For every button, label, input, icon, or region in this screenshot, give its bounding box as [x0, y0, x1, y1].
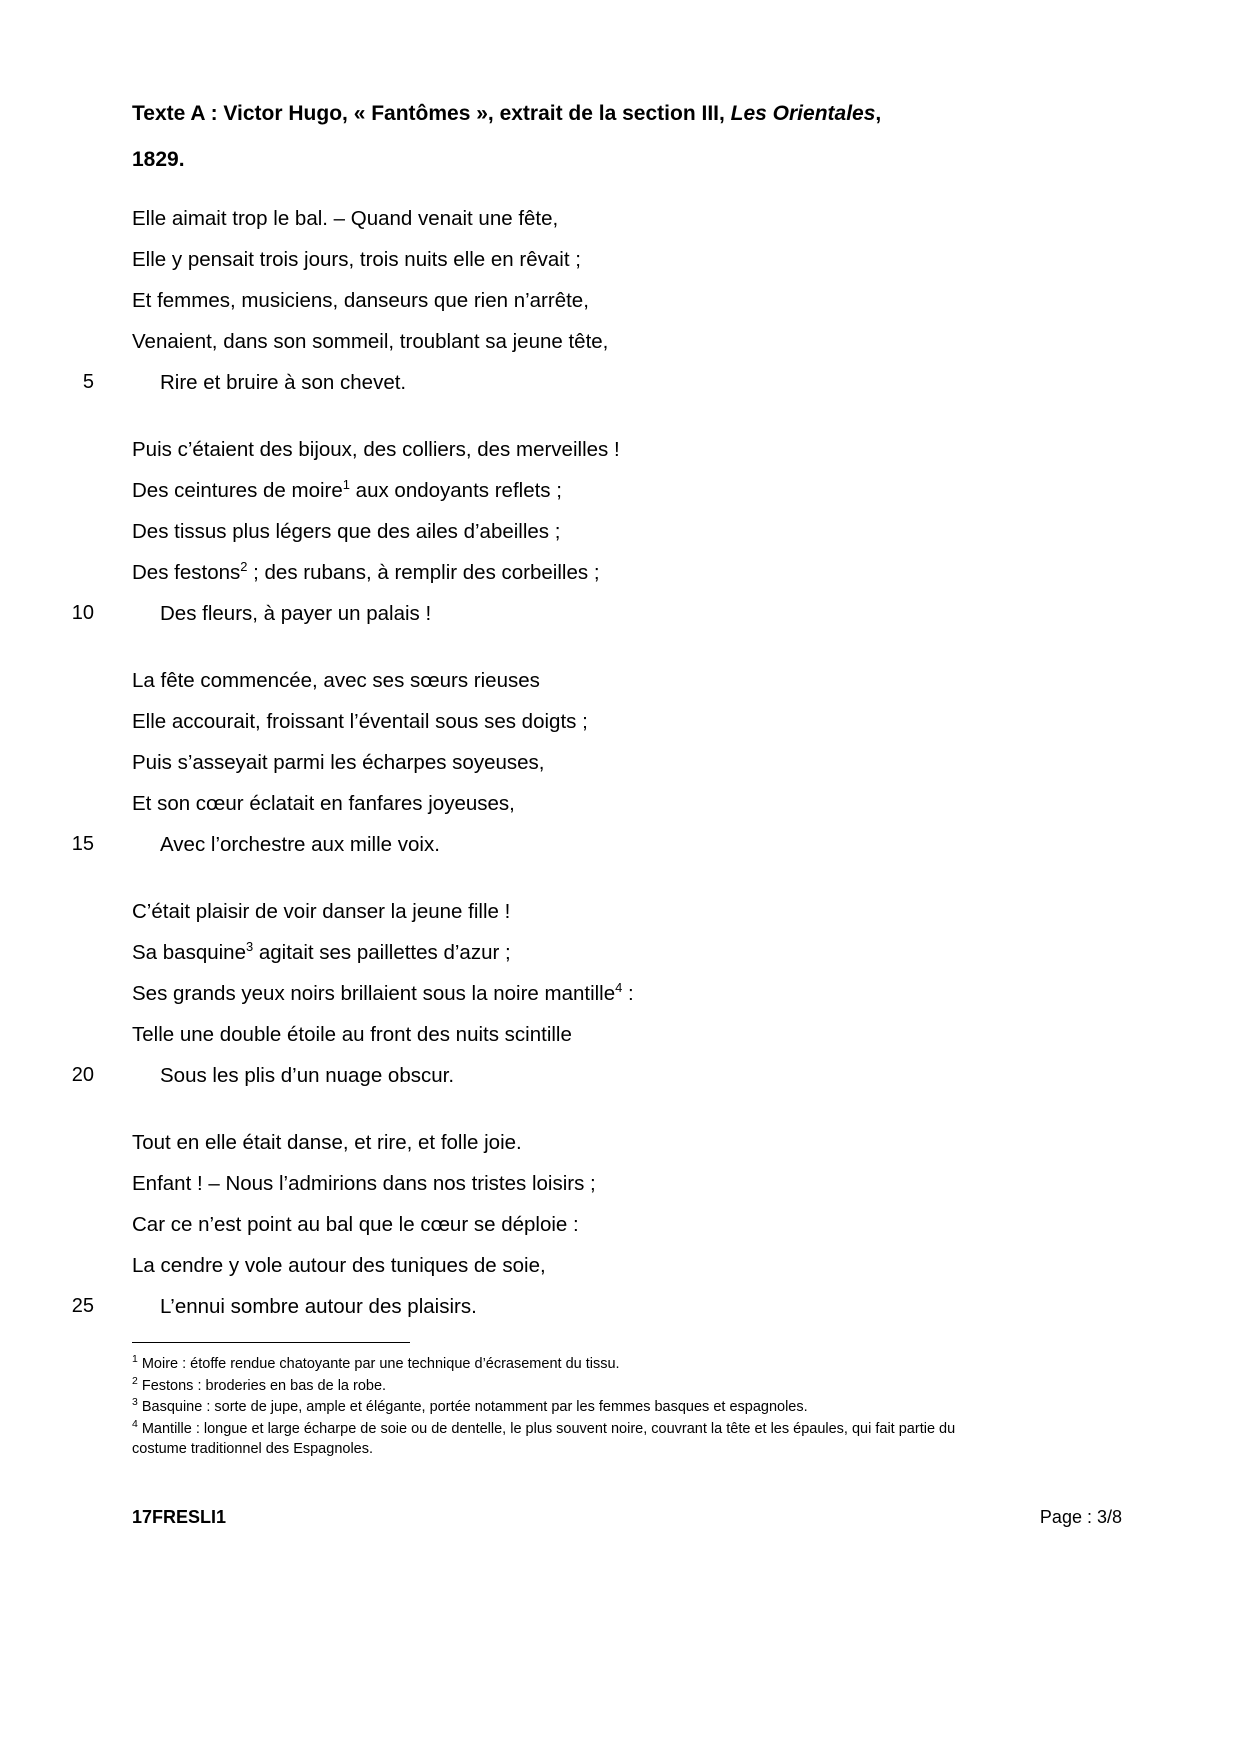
- footnote-marker: 1: [132, 1354, 138, 1366]
- verse-text-main: Des ceintures de moire: [132, 479, 343, 503]
- verse-text: [132, 660, 540, 701]
- footnote-item: [132, 1376, 1012, 1397]
- poem-verse: [118, 280, 1122, 321]
- poem-verse: [118, 239, 1122, 280]
- footnote-marker: 2: [132, 1375, 138, 1387]
- page-title: [132, 96, 988, 133]
- verse-text: [132, 701, 588, 742]
- poem-verse: [118, 1014, 1122, 1055]
- poem-verse: [118, 198, 1122, 239]
- verse-text: [132, 1014, 572, 1055]
- poem-verse: [71, 1286, 1122, 1327]
- verse-text: [132, 891, 510, 932]
- verse-text-main: L’ennui sombre autour des plaisirs.: [160, 1295, 477, 1319]
- verse-text-main: La fête commencée, avec ses sœurs rieuses: [132, 669, 540, 693]
- verse-text-main: Des fleurs, à payer un palais !: [160, 602, 432, 626]
- footnote-reference: 1: [342, 477, 350, 493]
- verse-text-main: La cendre y vole autour des tuniques de soie,: [132, 1254, 546, 1278]
- verse-text-main: Des festons: [132, 561, 241, 585]
- footnote-marker: 4: [132, 1418, 138, 1430]
- verse-text-main: Tout en elle était danse, et rire, et folle joie.: [132, 1131, 522, 1155]
- poem-verse: [71, 593, 1122, 634]
- verse-text: [132, 552, 600, 593]
- verse-text: [132, 198, 558, 239]
- poem-verse: [118, 660, 1122, 701]
- verse-text-after: agitait ses paillettes d’azur ;: [253, 941, 511, 965]
- poem-stanza: [71, 1122, 1122, 1327]
- verse-text: [132, 280, 589, 321]
- verse-text: [132, 1245, 546, 1286]
- poem-stanza: [82, 198, 1122, 403]
- verse-text: [132, 1204, 579, 1245]
- poem-verse: [118, 891, 1122, 932]
- poem-stanza: [71, 660, 1122, 865]
- footnote-item: [132, 1419, 1012, 1460]
- verse-text: [132, 470, 562, 511]
- verse-text: [132, 1163, 596, 1204]
- poem-verse: [118, 1245, 1122, 1286]
- verse-number: 10: [71, 602, 94, 625]
- footnote-item: [132, 1397, 1012, 1418]
- poem-verse: [118, 973, 1122, 1014]
- title-prefix: Texte A : Victor Hugo, « Fantômes », extrait de la section III,: [132, 102, 731, 125]
- verse-number: 5: [82, 371, 94, 394]
- footnote-reference: 2: [240, 559, 248, 575]
- verse-text: [132, 1122, 522, 1163]
- poem-verse: [118, 552, 1122, 593]
- poem-verse: [118, 429, 1122, 470]
- verse-text-main: Enfant ! – Nous l’admirions dans nos tristes loisirs ;: [132, 1172, 596, 1196]
- page-number: Page : 3/8: [1039, 1507, 1122, 1527]
- verse-text-after: :: [622, 982, 634, 1006]
- poem-verse: [118, 470, 1122, 511]
- verse-text-main: Elle aimait trop le bal. – Quand venait une fête,: [132, 207, 559, 231]
- verse-text-main: Rire et bruire à son chevet.: [160, 371, 407, 395]
- verse-text-main: Sa basquine: [132, 941, 246, 965]
- verse-text-after: ; des rubans, à remplir des corbeilles ;: [247, 561, 600, 585]
- footnote-reference: 4: [615, 980, 623, 996]
- verse-text-main: Elle accourait, froissant l’éventail sous ses doigts ;: [132, 710, 588, 734]
- page-footer: [132, 1507, 1122, 1528]
- verse-text: [160, 1055, 454, 1096]
- verse-text-main: Puis c’étaient des bijoux, des colliers, des merveilles !: [132, 438, 620, 462]
- verse-text-main: Et femmes, musiciens, danseurs que rien n’arrête,: [132, 289, 589, 313]
- verse-text-main: Sous les plis d’un nuage obscur.: [160, 1064, 455, 1088]
- poem-verse: [118, 783, 1122, 824]
- verse-number: 15: [71, 833, 94, 856]
- verse-number: 20: [71, 1064, 94, 1087]
- title-work-name: Les Orientales: [730, 102, 876, 125]
- poem-verse: [118, 321, 1122, 362]
- poem-verse: [118, 1122, 1122, 1163]
- poem-stanza: [71, 891, 1122, 1096]
- verse-text: [160, 1286, 477, 1327]
- footnote-reference: 3: [245, 939, 254, 955]
- verse-text-after: aux ondoyants reflets ;: [349, 479, 562, 503]
- verse-text: [160, 824, 440, 865]
- poem-verse: [118, 742, 1122, 783]
- verse-text-main: Des tissus plus légers que des ailes d’abeilles ;: [132, 520, 561, 544]
- verse-text-main: C’était plaisir de voir danser la jeune fille !: [132, 900, 511, 924]
- verse-text-main: Avec l’orchestre aux mille voix.: [160, 833, 440, 857]
- poem-verse: [118, 701, 1122, 742]
- poem-verse: [118, 1163, 1122, 1204]
- verse-text: [132, 783, 515, 824]
- footnote-text: Festons : broderies en bas de la robe.: [137, 1377, 387, 1394]
- verse-text: [132, 429, 620, 470]
- footnote-item: [132, 1354, 1012, 1375]
- poem-stanza: [71, 429, 1122, 634]
- verse-text: [132, 932, 511, 973]
- verse-text-main: Ses grands yeux noirs brillaient sous la noire mantille: [132, 982, 616, 1006]
- verse-number: 25: [71, 1295, 94, 1318]
- footnote-separator-rule: [132, 1342, 410, 1343]
- poem-verse: [71, 1055, 1122, 1096]
- footnote-text: Moire : étoffe rendue chatoyante par une technique d’écrasement du tissu.: [137, 1356, 620, 1372]
- verse-text-main: Puis s’asseyait parmi les écharpes soyeuses,: [132, 751, 545, 775]
- verse-text: [132, 511, 560, 552]
- poem-verse: [118, 932, 1122, 973]
- verse-text-main: Car ce n’est point au bal que le cœur se déploie :: [132, 1213, 579, 1237]
- title-suffix: ,: [875, 102, 882, 125]
- footnote-text: Mantille : longue et large écharpe de soie ou de dentelle, le plus souvent noire, couvrant la tête et les épaules, qui fait partie du costume traditionnel des Espagnoles.: [132, 1420, 956, 1458]
- verse-text-main: Elle y pensait trois jours, trois nuits elle en rêvait ;: [132, 248, 581, 272]
- footnote-marker: 3: [132, 1397, 138, 1409]
- verse-text: [132, 321, 608, 362]
- verse-text: [132, 239, 581, 280]
- poem-verse: [118, 511, 1122, 552]
- verse-text-main: Telle une double étoile au front des nuits scintille: [132, 1023, 572, 1047]
- verse-text: [160, 593, 431, 634]
- poem-verse: [118, 1204, 1122, 1245]
- verse-text: [160, 362, 406, 403]
- poem-verse: [82, 362, 1122, 403]
- verse-text-main: Venaient, dans son sommeil, troublant sa jeune tête,: [132, 330, 609, 354]
- verse-text: [132, 742, 544, 783]
- footnotes-section: [132, 1342, 1012, 1461]
- verse-text: [132, 973, 634, 1014]
- page-title-second-line: 1829.: [132, 147, 185, 171]
- poem-body: [71, 198, 1122, 1327]
- verse-text-main: Et son cœur éclatait en fanfares joyeuses,: [132, 792, 515, 816]
- footnote-text: Basquine : sorte de jupe, ample et élégante, portée notamment par les femmes basques et espagnoles.: [137, 1399, 808, 1416]
- exam-code: 17FRESLI1: [132, 1507, 227, 1527]
- poem-verse: [71, 824, 1122, 865]
